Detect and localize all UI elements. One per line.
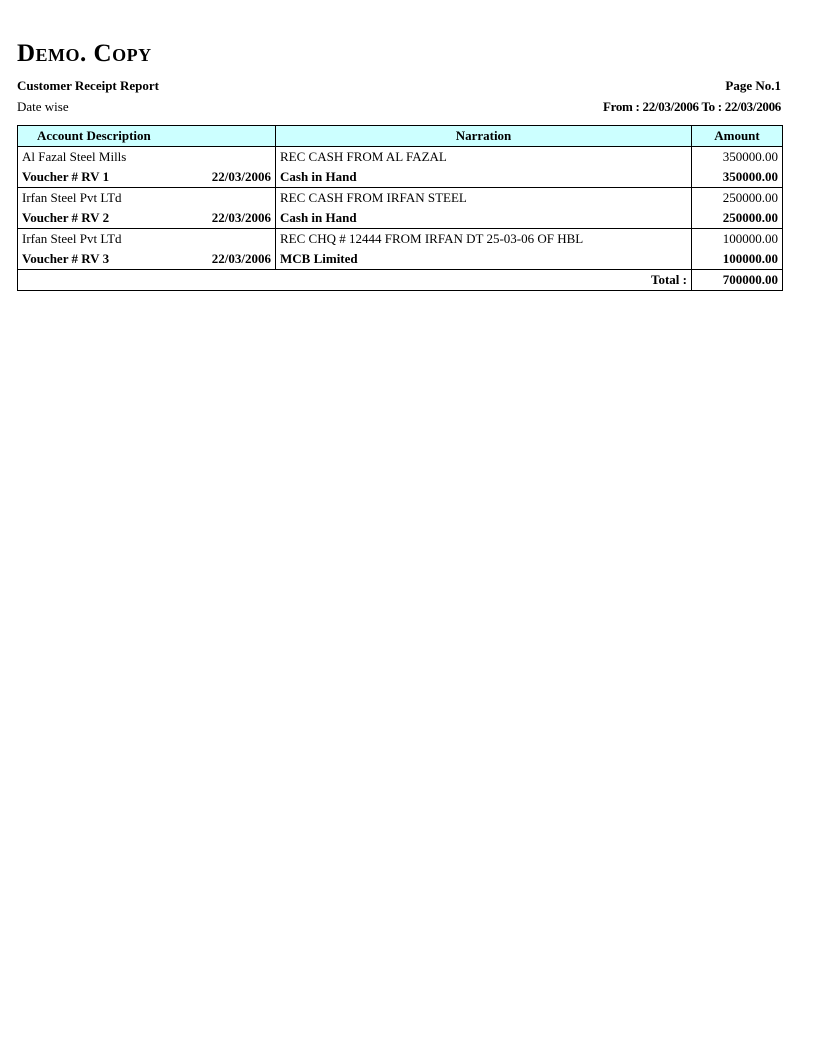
voucher-cell: [18, 249, 276, 270]
report-subtitle: Date wise: [17, 99, 69, 114]
amount-value: 100000.00: [692, 229, 783, 250]
total-label: Total :: [18, 270, 692, 291]
voucher-cell: [18, 208, 276, 229]
voucher-date: 22/03/2006: [211, 251, 271, 266]
voucher-amount: 350000.00: [692, 167, 783, 188]
narration-text: REC CASH FROM AL FAZAL: [276, 147, 692, 168]
table-row: [18, 229, 783, 250]
voucher-date: 22/03/2006: [211, 169, 271, 184]
voucher-number: Voucher # RV 2: [22, 210, 110, 225]
voucher-number: Voucher # RV 1: [22, 169, 110, 184]
table-row: [18, 249, 783, 270]
account-name: Irfan Steel Pvt LTd: [18, 188, 276, 209]
account-head: MCB Limited: [276, 249, 692, 270]
account-name: Al Fazal Steel Mills: [18, 147, 276, 168]
voucher-date: 22/03/2006: [211, 210, 271, 225]
report-title: Customer Receipt Report: [17, 78, 159, 93]
brand-watermark-title: Demo. Copy: [17, 40, 152, 67]
amount-value: 250000.00: [692, 188, 783, 209]
narration-text: REC CHQ # 12444 FROM IRFAN DT 25-03-06 OF HBL: [276, 229, 692, 250]
total-row: [18, 270, 783, 291]
voucher-amount: 100000.00: [692, 249, 783, 270]
column-header-narration: Narration: [276, 126, 692, 147]
account-name: Irfan Steel Pvt LTd: [18, 229, 276, 250]
table-row: [18, 188, 783, 209]
table-row: [18, 147, 783, 168]
table-header-row: [18, 126, 783, 147]
narration-text: REC CASH FROM IRFAN STEEL: [276, 188, 692, 209]
table-row: [18, 167, 783, 188]
account-head: Cash in Hand: [276, 208, 692, 229]
total-value: 700000.00: [692, 270, 783, 291]
page-number: Page No.1: [725, 78, 781, 93]
column-header-amount: Amount: [692, 126, 783, 147]
receipt-table: [17, 125, 783, 291]
column-header-account: Account Description: [18, 126, 276, 147]
voucher-number: Voucher # RV 3: [22, 251, 110, 266]
amount-value: 350000.00: [692, 147, 783, 168]
voucher-amount: 250000.00: [692, 208, 783, 229]
account-head: Cash in Hand: [276, 167, 692, 188]
date-range: From : 22/03/2006 To : 22/03/2006: [602, 99, 781, 114]
voucher-cell: [18, 167, 276, 188]
table-row: [18, 208, 783, 229]
